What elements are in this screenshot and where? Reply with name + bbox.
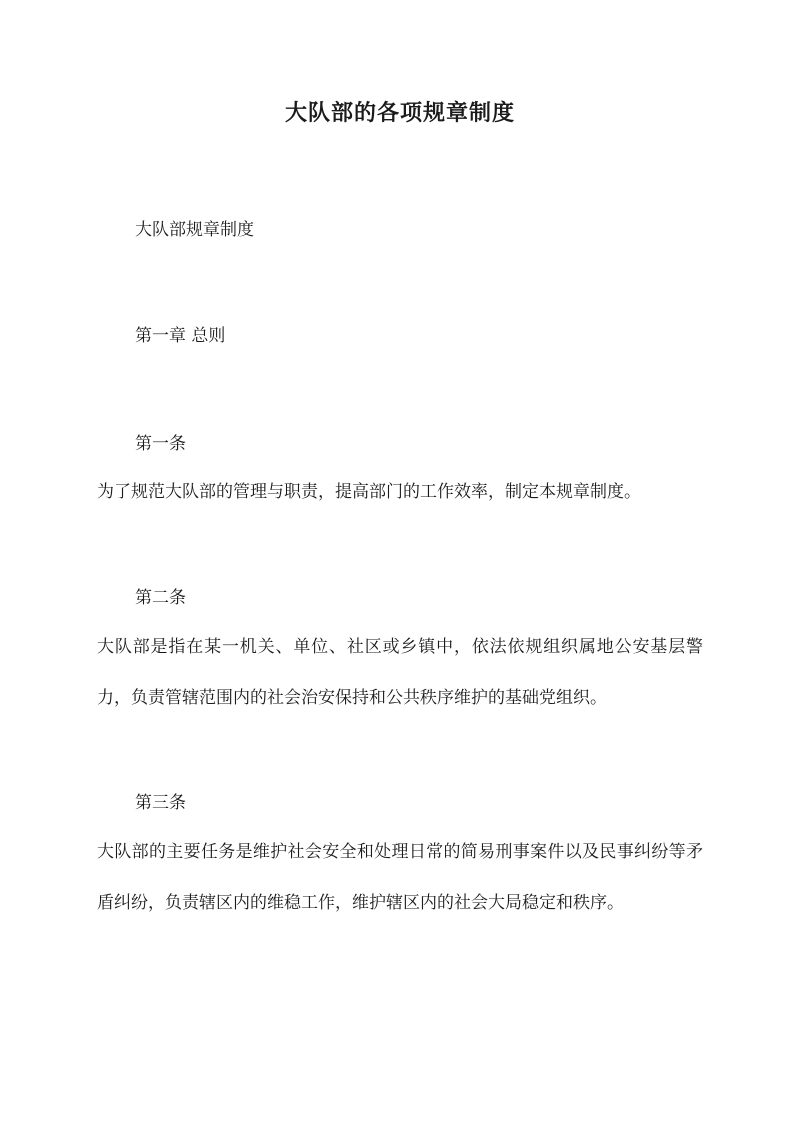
article-3-heading: 第三条 (135, 793, 186, 813)
article-2-heading: 第二条 (135, 588, 186, 608)
article-3-text: 大队部的主要任务是维护社会安全和处理日常的简易刑事案件以及民事纠纷等矛盾纠纷，负责辖区内的维稳工作，维护辖区内的社会大局稳定和秩序。 (97, 842, 703, 913)
chapter-heading: 第一章 总则 (135, 326, 226, 346)
document-title: 大队部的各项规章制度 (284, 100, 515, 126)
document-subtitle: 大队部规章制度 (135, 220, 254, 240)
article-2-text: 大队部是指在某一机关、单位、社区或乡镇中，依法依规组织属地公安基层警力，负责管辖范围内的社会治安保持和公共秩序维护的基础党组织。 (97, 637, 703, 708)
article-1-heading: 第一条 (135, 434, 186, 454)
article-1-text: 为了规范大队部的管理与职责，提高部门的工作效率，制定本规章制度。 (97, 482, 641, 502)
